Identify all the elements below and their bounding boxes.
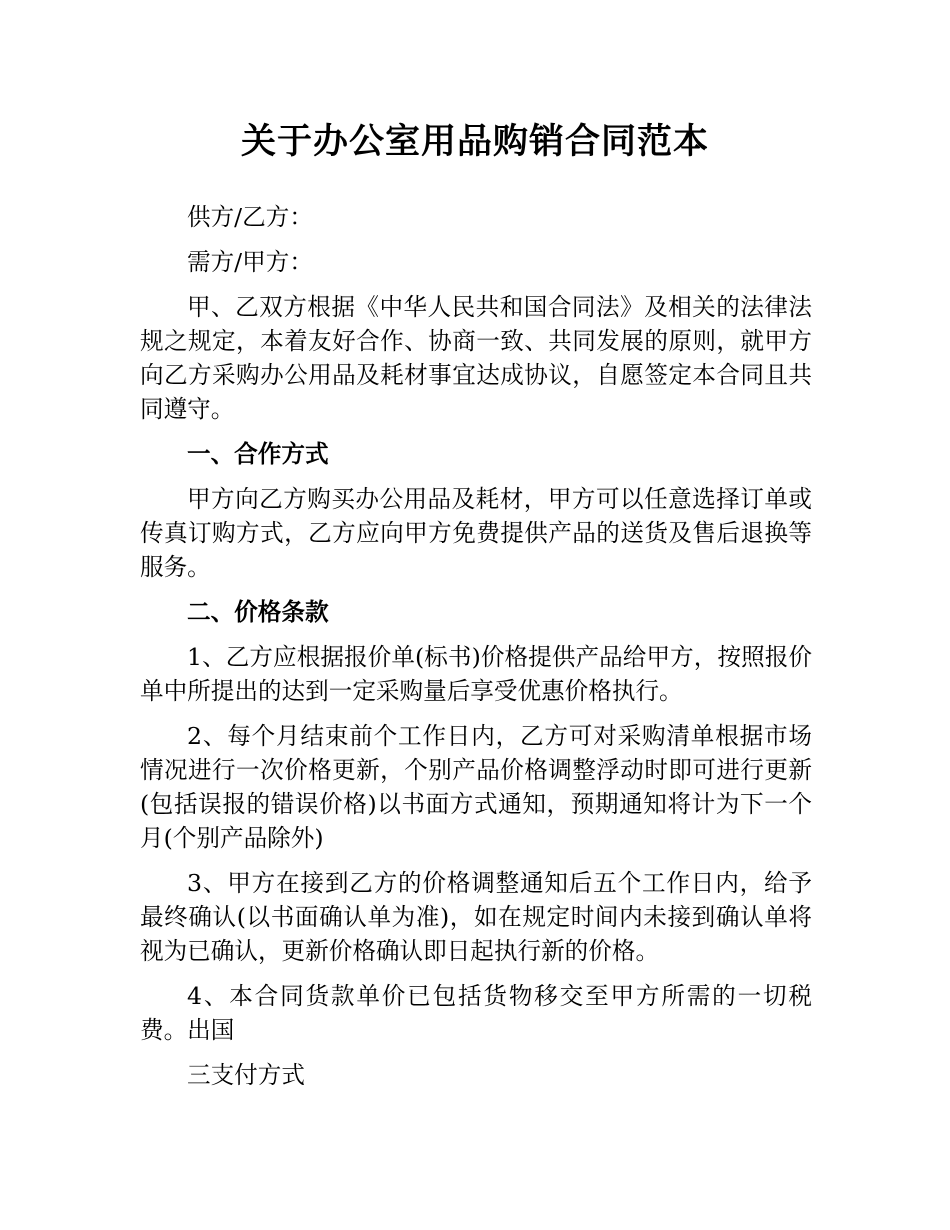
price-clause-1: 1、乙方应根据报价单(标书)价格提供产品给甲方，按照报价单中所提出的达到一定采购量后享受优惠价格执行。 bbox=[140, 643, 812, 705]
section-heading-cooperation: 一、合作方式 bbox=[187, 440, 329, 468]
supplier-line: 供方/乙方： bbox=[187, 203, 313, 231]
intro-paragraph: 甲、乙双方根据《中华人民共和国合同法》及相关的法律法规之规定，本着友好合作、协商一致、共同发展的原则，就甲方向乙方采购办公用品及耗材事宜达成协议，自愿签定本合同且共同遵守。 bbox=[140, 293, 812, 423]
price-clause-3: 3、甲方在接到乙方的价格调整通知后五个工作日内，给予最终确认(以书面确认单为准)，如在规定时间内未接到确认单将视为已确认，更新价格确认即日起执行新的价格。 bbox=[140, 869, 812, 965]
section-heading-price: 二、价格条款 bbox=[187, 598, 329, 626]
section-heading-payment: 三支付方式 bbox=[187, 1061, 305, 1089]
price-clause-2: 2、每个月结束前个工作日内，乙方可对采购清单根据市场情况进行一次价格更新，个别产品价格调整浮动时即可进行更新(包括误报的错误价格)以书面方式通知，预期通知将计为下一个月(个别产品除外) bbox=[140, 722, 812, 852]
price-clause-4: 4、本合同货款单价已包括货物移交至甲方所需的一切税费。出国 bbox=[140, 982, 812, 1044]
document-body bbox=[140, 200, 812, 1103]
buyer-line: 需方/甲方： bbox=[187, 248, 313, 276]
document-title: 关于办公室用品购销合同范本 bbox=[240, 122, 709, 162]
cooperation-paragraph: 甲方向乙方购买办公用品及耗材，甲方可以任意选择订单或传真订购方式，乙方应向甲方免费提供产品的送货及售后退换等服务。 bbox=[140, 485, 812, 581]
